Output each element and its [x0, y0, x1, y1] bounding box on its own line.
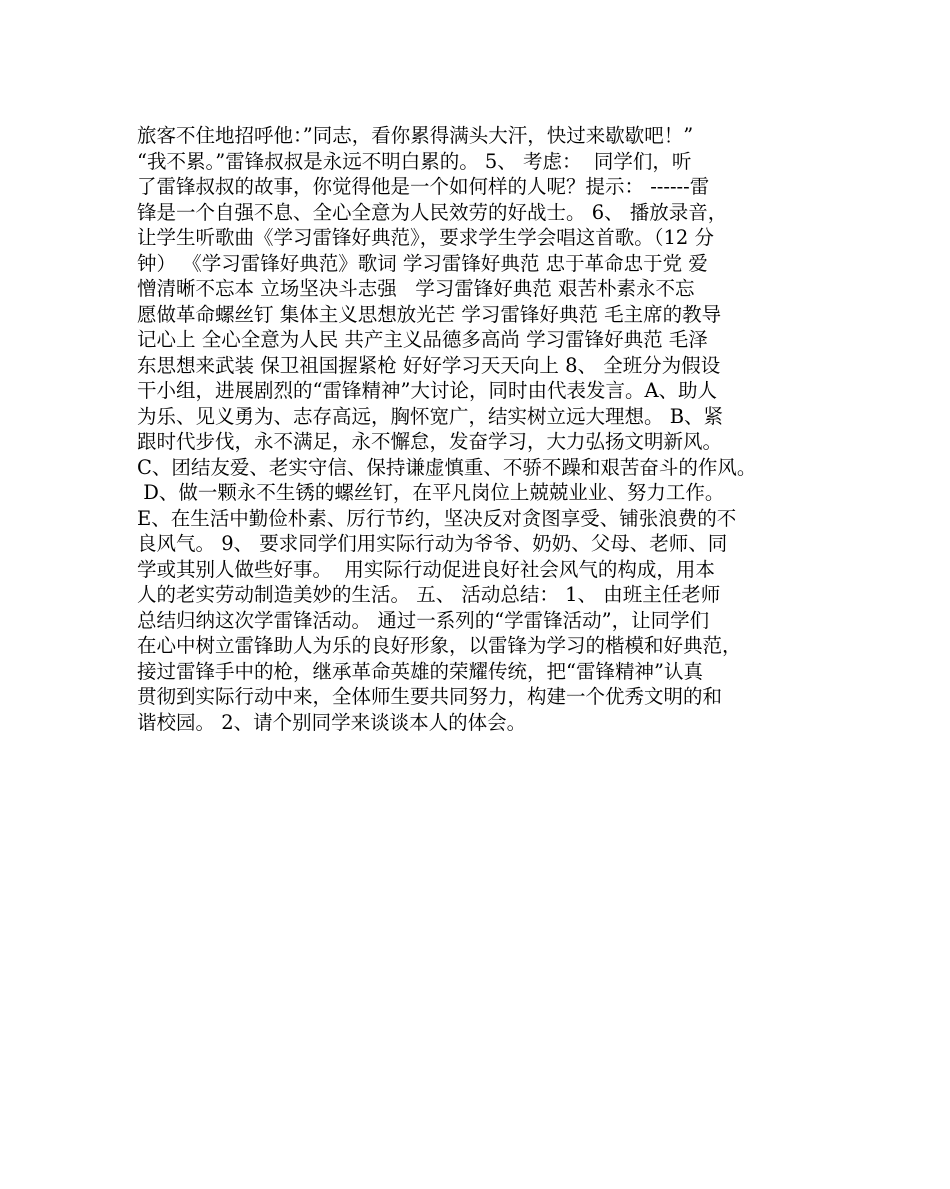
text-line: “我不累。”雷锋叔叔是永远不明白累的。 5、 考虑： 同学们，听 [137, 149, 692, 173]
text-line: D、做一颗永不生锈的螺丝钉，在平凡岗位上兢兢业业、努力工作。 [137, 481, 725, 504]
text-line: 为乐、见义勇为、志存高远，胸怀宽广，结实树立远大理想。 B、紧 [137, 404, 724, 428]
text-line: 干小组，进展剧烈的“雷锋精神”大讨论，同时由代表发言。A、助人 [137, 379, 718, 402]
text-line: 学或其别人做些好事。 用实际行动促进良好社会风气的构成，用本 [137, 557, 715, 581]
text-line: 钟） 《学习雷锋好典范》歌词 学习雷锋好典范 忠于革命忠于党 爱 [137, 251, 708, 275]
text-line: 让学生听歌曲《学习雷锋好典范》，要求学生学会唱这首歌。（12 分 [137, 226, 715, 249]
text-line: 跟时代步伐，永不满足，永不懈怠，发奋学习，大力弘扬文明新风。 [137, 430, 723, 453]
text-line: 人的老实劳动制造美妙的生活。 五、 活动总结： 1、 由班主任老师 [137, 583, 721, 606]
text-line: 旅客不住地招呼他：”同志，看你累得满头大汗，快过来歇歇吧！” [137, 124, 694, 147]
text-line: 锋是一个自强不息、全心全意为人民效劳的好战士。 6、 播放录音， [137, 200, 728, 224]
text-line: 憎清晰不忘本 立场坚决斗志强 学习雷锋好典范 艰苦朴素永不忘 [137, 277, 695, 300]
text-line: 总结归纳这次学雷锋活动。 通过一系列的“学雷锋活动”，让同学们 [137, 608, 710, 632]
text-line: 良风气。 9、 要求同学们用实际行动为爷爷、奶奶、父母、老师、同 [137, 532, 728, 555]
text-line: 接过雷锋手中的枪，继承革命英雄的荣耀传统，把“雷锋精神”认真 [137, 659, 703, 683]
text-line: 愿做革命螺丝钉 集体主义思想放光芒 学习雷锋好典范 毛主席的教导 [137, 302, 722, 326]
text-line: 记心上 全心全意为人民 共产主义品德多高尚 学习雷锋好典范 毛泽 [137, 328, 708, 351]
text-line: 了雷锋叔叔的故事，你觉得他是一个如何样的人呢？提示： ------雷 [137, 175, 710, 198]
text-line: 贯彻到实际行动中来，全体师生要共同努力，构建一个优秀文明的和 [137, 685, 723, 708]
text-line: 谐校园。 2、请个别同学来谈谈本人的体会。 [137, 710, 527, 734]
text-line: 在心中树立雷锋助人为乐的良好形象，以雷锋为学习的楷模和好典范， [137, 634, 742, 657]
text-line: 东思想来武装 保卫祖国握紧枪 好好学习天天向上 8、 全班分为假设 [137, 353, 721, 377]
text-line: C、团结友爱、老实守信、保持谦虚慎重、不骄不躁和艰苦奋斗的作风。 [137, 455, 757, 479]
text-line: E、在生活中勤俭朴素、厉行节约，坚决反对贪图享受、铺张浪费的不 [137, 506, 737, 530]
body-text [137, 123, 827, 735]
